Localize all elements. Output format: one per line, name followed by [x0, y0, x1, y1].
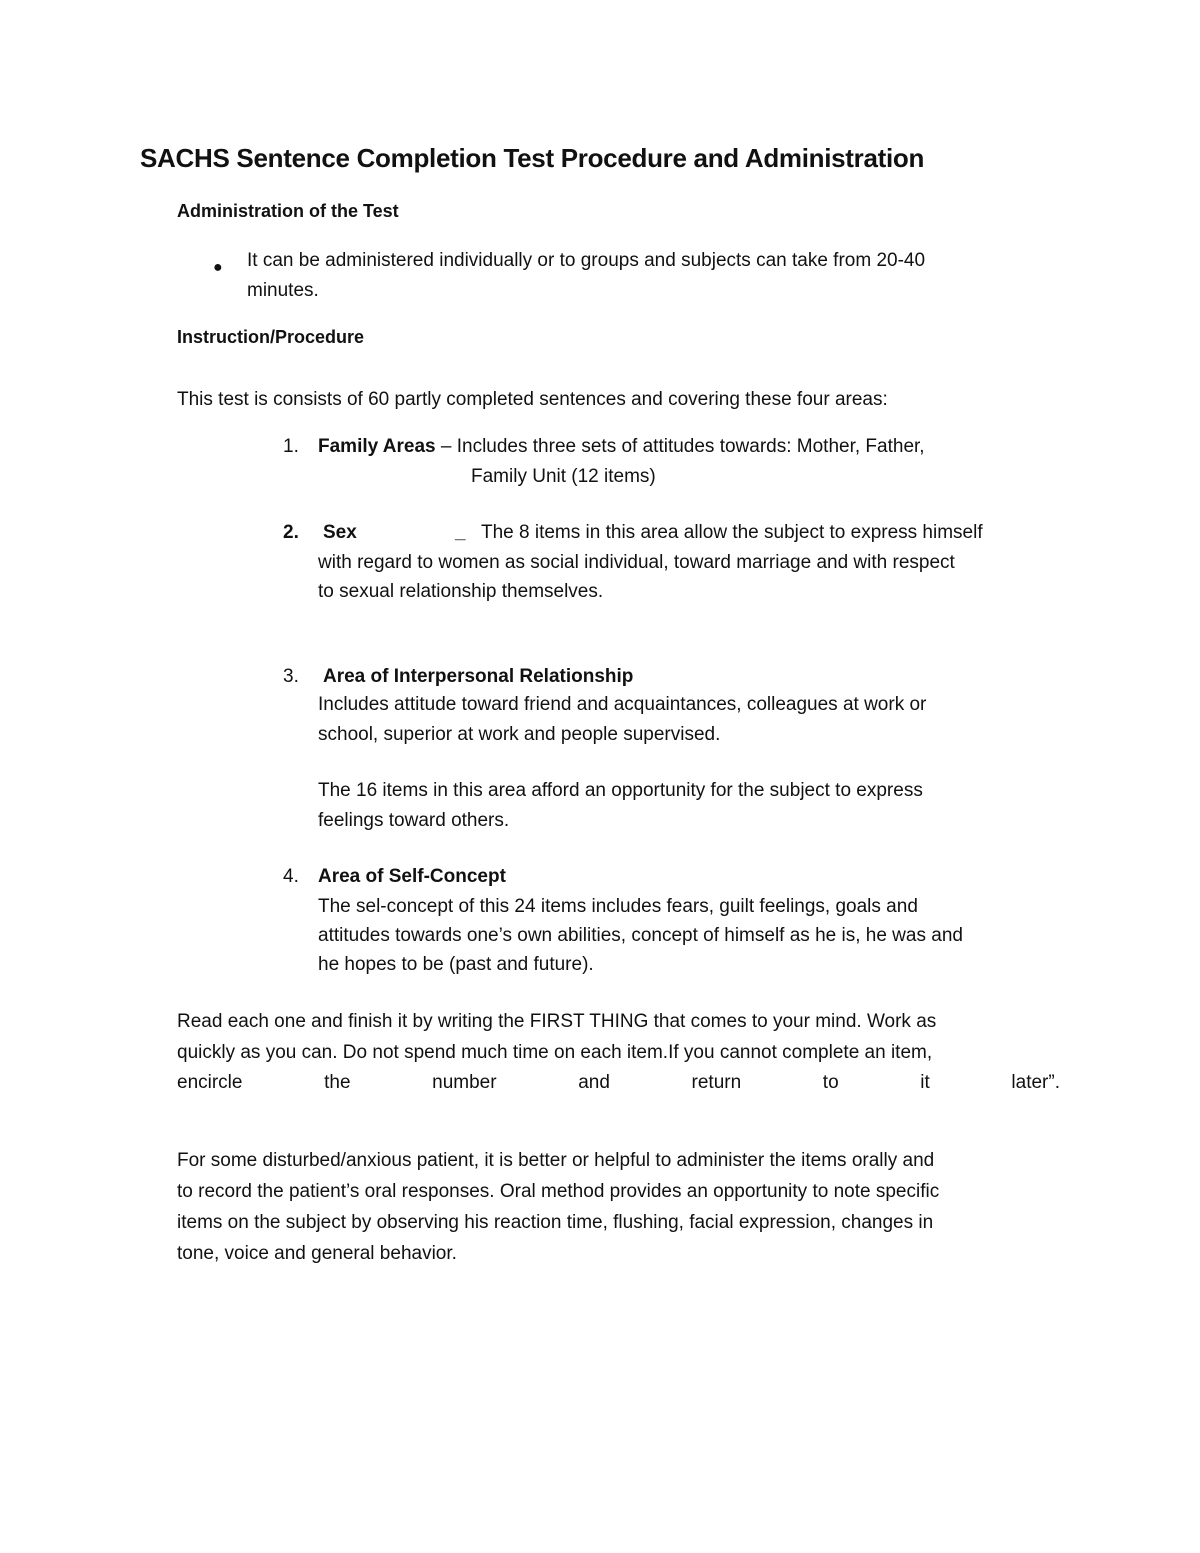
instruction-heading: Instruction/Procedure	[177, 327, 365, 347]
area-1-line-2: Family Unit (12 items)	[471, 466, 656, 487]
justified-word: later”.	[1011, 1072, 1060, 1093]
area-4-number: 4.	[283, 866, 299, 887]
area-2-line-2: with regard to women as social individual, toward marriage and with respect	[318, 552, 955, 573]
area-2-dash: _	[455, 522, 466, 543]
area-1-description: – Includes three sets of attitudes towards: Mother, Father,	[435, 436, 925, 457]
area-2-line-3: to sexual relationship themselves.	[318, 581, 604, 602]
justified-word: the	[324, 1072, 351, 1093]
justified-word: it	[920, 1072, 930, 1093]
justified-word: encircle	[177, 1072, 243, 1093]
area-4-line-3: he hopes to be (past and future).	[318, 954, 594, 975]
bullet-icon: ●	[213, 259, 223, 276]
area-4-name: Area of Self-Concept	[318, 866, 506, 887]
justified-word: and	[578, 1072, 610, 1093]
administration-heading: Administration of the Test	[177, 201, 399, 221]
oral-paragraph-line-3: items on the subject by observing his reaction time, flushing, facial expression, changes in	[177, 1212, 934, 1233]
area-3-line-1: Includes attitude toward friend and acquaintances, colleagues at work or	[318, 694, 927, 715]
read-paragraph-line-1: Read each one and finish it by writing the FIRST THING that comes to your mind. Work as	[177, 1011, 937, 1032]
area-4-line-1: The sel-concept of this 24 items includes fears, guilt feelings, goals and	[318, 896, 918, 917]
instruction-intro: This test is consists of 60 partly completed sentences and covering these four areas:	[177, 389, 888, 410]
bullet-text-line-1: It can be administered individually or to groups and subjects can take from 20-40	[247, 250, 926, 271]
area-1-line-1	[318, 432, 925, 462]
area-4-line-2: attitudes towards one’s own abilities, concept of himself as he is, he was and	[318, 925, 963, 946]
oral-paragraph-line-4: tone, voice and general behavior.	[177, 1243, 457, 1264]
area-2-name: Sex	[323, 522, 357, 543]
area-3-name: Area of Interpersonal Relationship	[323, 666, 634, 687]
area-1-name: Family Areas	[318, 436, 436, 457]
page-title: SACHS Sentence Completion Test Procedure and Administration	[140, 143, 925, 173]
area-3-line-3: The 16 items in this area afford an opportunity for the subject to express	[318, 780, 923, 801]
oral-paragraph-line-1: For some disturbed/anxious patient, it is better or helpful to administer the items orally and	[177, 1150, 935, 1171]
justified-word: return	[691, 1072, 742, 1093]
oral-paragraph-line-2: to record the patient’s oral responses. Oral method provides an opportunity to note specific	[177, 1181, 940, 1202]
area-2-line-1: The 8 items in this area allow the subject to express himself	[481, 522, 983, 543]
area-3-line-2: school, superior at work and people supervised.	[318, 724, 721, 745]
area-2-number: 2.	[283, 522, 299, 543]
area-3-number: 3.	[283, 666, 299, 687]
bullet-text-line-2: minutes.	[247, 280, 319, 301]
justified-word: to	[822, 1072, 839, 1093]
read-paragraph-line-3	[177, 1068, 1060, 1098]
read-paragraph-line-2: quickly as you can. Do not spend much time on each item.If you cannot complete an item,	[177, 1042, 933, 1063]
area-1-number: 1.	[283, 436, 299, 457]
justified-word: number	[432, 1072, 497, 1093]
area-3-line-4: feelings toward others.	[318, 810, 510, 831]
